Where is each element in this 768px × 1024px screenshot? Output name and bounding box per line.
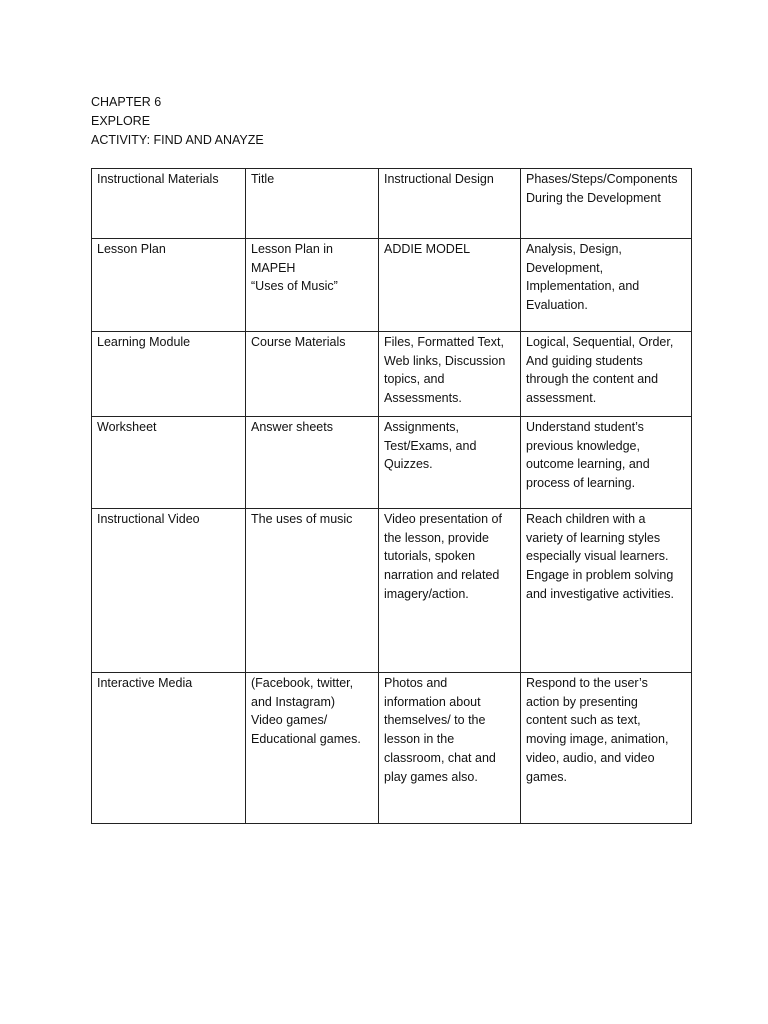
table-cell: Logical, Sequential, Order, And guiding students through the content and assessment.	[521, 332, 692, 417]
table-cell: Answer sheets	[246, 417, 379, 509]
table-cell: Learning Module	[92, 332, 246, 417]
chapter-title: CHAPTER 6	[91, 95, 162, 109]
table-cell: Analysis, Design, Development, Implementation, and Evaluation.	[521, 239, 692, 332]
table-cell: The uses of music	[246, 509, 379, 673]
table-cell: Course Materials	[246, 332, 379, 417]
table-row	[92, 332, 692, 417]
table-cell: Worksheet	[92, 417, 246, 509]
header-cell: Instructional Design	[379, 169, 521, 239]
table-row	[92, 239, 692, 332]
table-cell: Assignments, Test/Exams, and Quizzes.	[379, 417, 521, 509]
activity-title: ACTIVITY: FIND AND ANAYZE	[91, 133, 264, 147]
table-row	[92, 509, 692, 673]
header-cell: Instructional Materials	[92, 169, 246, 239]
table-cell: Understand student’s previous knowledge, outcome learning, and process of learning.	[521, 417, 692, 509]
table-cell: Respond to the user’s action by presenting content such as text, moving image, animation, video, audio, and video games.	[521, 673, 692, 824]
header-cell: Title	[246, 169, 379, 239]
table-cell: Reach children with a variety of learning styles especially visual learners. Engage in problem solving and investigative activities.	[521, 509, 692, 673]
section-title: EXPLORE	[91, 114, 151, 128]
table-cell: Video presentation of the lesson, provide tutorials, spoken narration and related imagery/action.	[379, 509, 521, 673]
table-header-row	[92, 169, 692, 239]
table-row	[92, 417, 692, 509]
table-cell: Instructional Video	[92, 509, 246, 673]
table-cell: (Facebook, twitter, and Instagram) Video games/ Educational games.	[246, 673, 379, 824]
table-cell: Files, Formatted Text, Web links, Discussion topics, and Assessments.	[379, 332, 521, 417]
table-cell: Interactive Media	[92, 673, 246, 824]
table-cell: Lesson Plan	[92, 239, 246, 332]
table-cell: Photos and information about themselves/ to the lesson in the classroom, chat and play games also.	[379, 673, 521, 824]
document-heading	[91, 93, 264, 150]
table-row	[92, 673, 692, 824]
header-cell: Phases/Steps/Components During the Development	[521, 169, 692, 239]
table-cell: Lesson Plan in MAPEH “Uses of Music”	[246, 239, 379, 332]
instructional-materials-table	[91, 168, 692, 824]
table-cell: ADDIE MODEL	[379, 239, 521, 332]
